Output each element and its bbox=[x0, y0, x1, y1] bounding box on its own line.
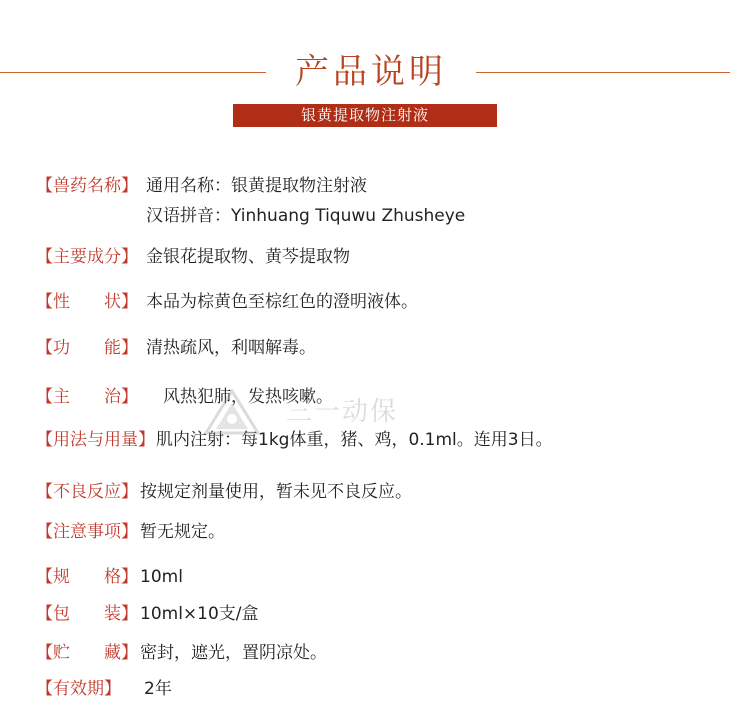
title-rule-left bbox=[0, 72, 266, 73]
entry-packaging bbox=[36, 600, 259, 628]
entry-appearance bbox=[36, 288, 418, 316]
entry-specification bbox=[36, 563, 183, 591]
entry-pinyin-value: 汉语拼音：Yinhuang Tiquwu Zhusheye bbox=[146, 206, 466, 226]
entry-label: 【主 治】 bbox=[36, 387, 138, 407]
title-rule-right bbox=[476, 72, 730, 73]
entry-label: 【包 装】 bbox=[36, 604, 138, 624]
entry-drug-name bbox=[36, 172, 367, 200]
entry-precautions bbox=[36, 518, 225, 546]
entry-function bbox=[36, 334, 316, 362]
entry-value: 清热疏风，利咽解毒。 bbox=[146, 338, 316, 358]
entry-value: 肌内注射：每1kg体重，猪、鸡，0.1ml。连用3日。 bbox=[156, 430, 553, 450]
entry-value: 本品为棕黄色至棕红色的澄明液体。 bbox=[146, 292, 418, 312]
entry-storage bbox=[36, 639, 327, 667]
entry-value: 金银花提取物、黄芩提取物 bbox=[146, 247, 350, 267]
entry-indications bbox=[36, 383, 333, 411]
entry-value: 10ml×10支/盒 bbox=[140, 604, 259, 624]
entry-label: 【不良反应】 bbox=[36, 482, 138, 502]
entry-label: 【注意事项】 bbox=[36, 522, 138, 542]
entry-label: 【主要成分】 bbox=[36, 247, 138, 267]
entry-label: 【贮 藏】 bbox=[36, 643, 138, 663]
entry-value: 暂无规定。 bbox=[140, 522, 225, 542]
entry-label: 【功 能】 bbox=[36, 338, 138, 358]
entry-value: 10ml bbox=[140, 567, 183, 587]
entry-value: 风热犯肺，发热咳嗽。 bbox=[146, 387, 333, 407]
entry-ingredients bbox=[36, 243, 350, 271]
product-name-banner: 银黄提取物注射液 bbox=[233, 104, 497, 127]
entry-label: 【性 状】 bbox=[36, 292, 138, 312]
entry-value: 通用名称：银黄提取物注射液 bbox=[146, 176, 367, 196]
entry-value: 按规定剂量使用，暂未见不良反应。 bbox=[140, 482, 412, 502]
page-title: 产品说明 bbox=[295, 52, 447, 92]
entry-dosage bbox=[36, 426, 553, 454]
entry-value: 2年 bbox=[144, 679, 172, 699]
entry-label: 【用法与用量】 bbox=[36, 430, 155, 450]
entry-shelf-life bbox=[36, 675, 172, 703]
entry-label: 【兽药名称】 bbox=[36, 176, 138, 196]
watermark-text: 三一动保 bbox=[286, 397, 399, 427]
entry-value: 密封，遮光，置阴凉处。 bbox=[140, 643, 327, 663]
entry-label: 【有效期】 bbox=[36, 679, 121, 699]
entry-label: 【规 格】 bbox=[36, 567, 138, 587]
entry-adverse-reactions bbox=[36, 478, 412, 506]
